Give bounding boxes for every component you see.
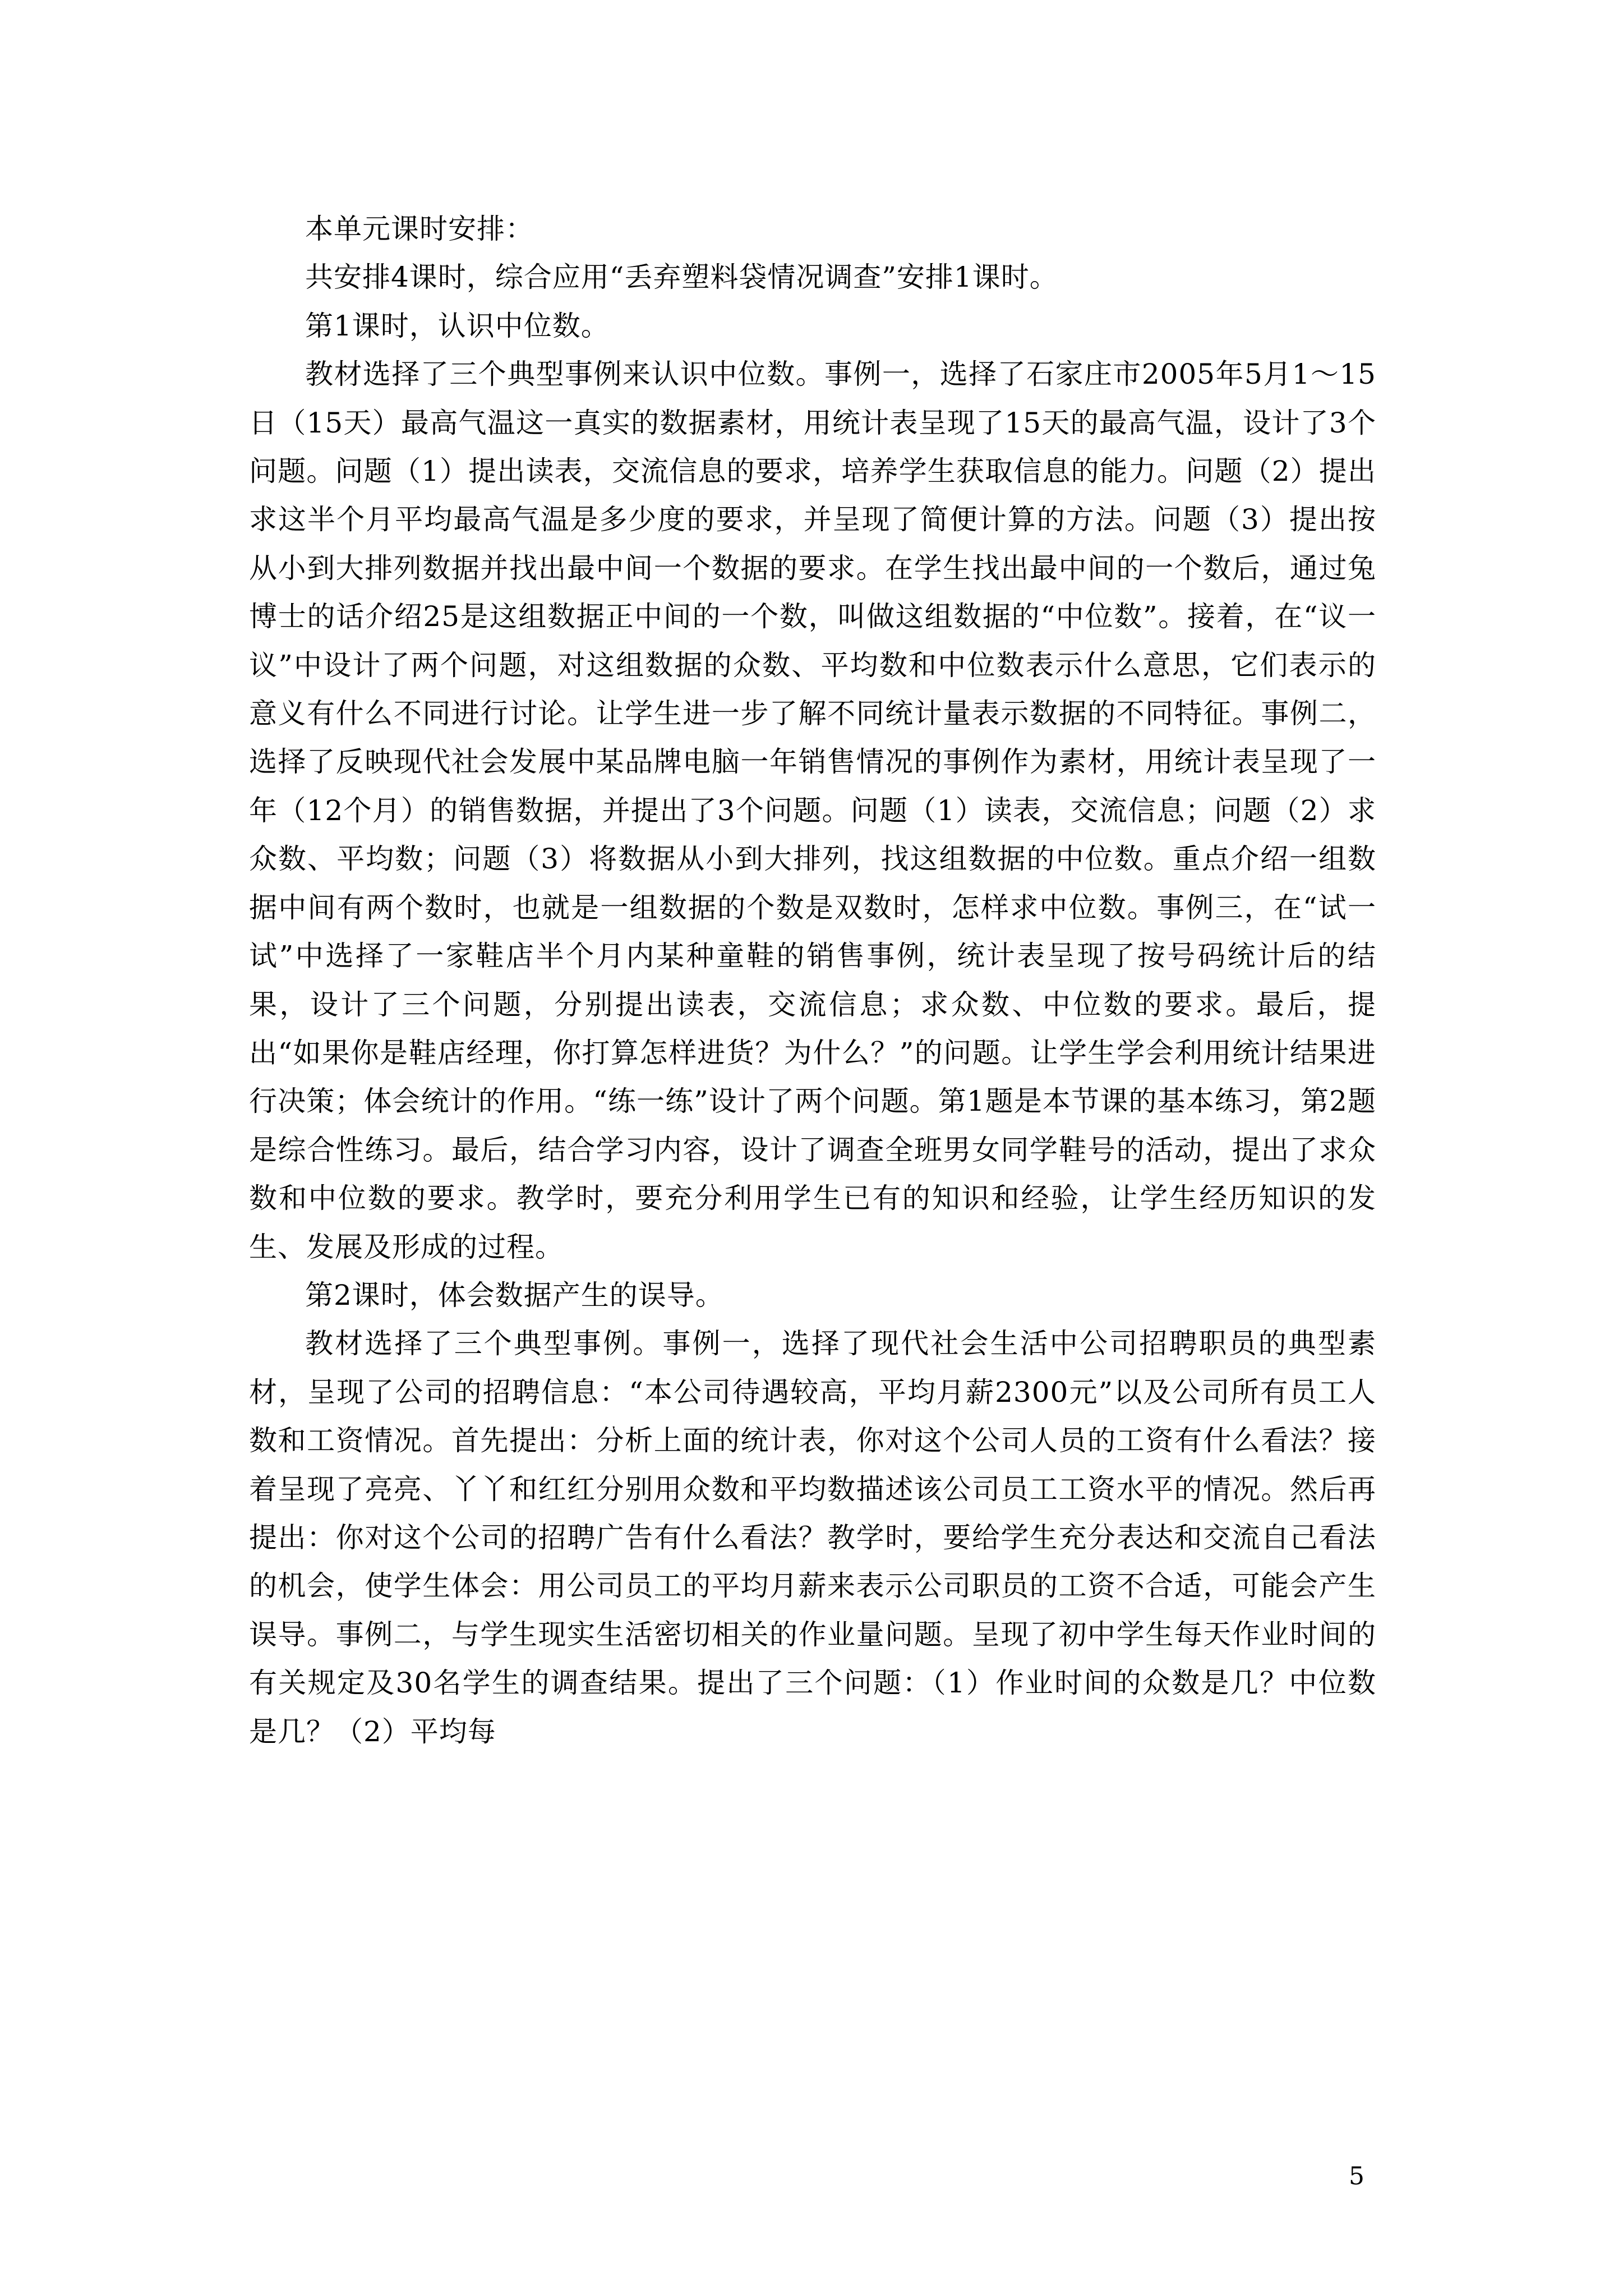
section-heading: 本单元课时安排： (305, 213, 534, 245)
lesson-1-heading: 第1课时，认识中位数。 (305, 309, 610, 342)
lesson-1-body: 教材选择了三个典型事例来认识中位数。事例一，选择了石家庄市2005年5月1～15日（15天）最高气温这一真实的数据素材，用统计表呈现了15天的最高气温，设计了3个问题。问题（1）提出读表，交流信息的要求，培养学生获取信息的能力。问题（2）提出求这半个月平均最高气温是多少度的要求，并呈现了简便计算的方法。问题（3）提出按从小到大排列数据并找出最中间一个数据的要求。在学生找出最中间的一个数后，通过兔博士的话介绍25是这组数据正中间的一个数，叫做这组数据的“中位数”。接着，在“议一议”中设计了两个问题，对这组数据的众数、平均数和中位数表示什么意思，它们表示的意义有什么不同进行讨论。让学生进一步了解不同统计量表示数据的不同特征。事例二，选择了反映现代社会发展中某品牌电脑一年销售情况的事例作为素材，用统计表呈现了一年（12个月）的销售数据，并提出了3个问题。问题（1）读表，交流信息；问题（2）求众数、平均数；问题（3）将数据从小到大排列，找这组数据的中位数。重点介绍一组数据中间有两个数时，也就是一组数据的个数是双数时，怎样求中位数。事例三，在“试一试”中选择了一家鞋店半个月内某种童鞋的销售事例，统计表呈现了按号码统计后的结果，设计了三个问题，分别提出读表，交流信息；求众数、中位数的要求。最后，提出“如果你是鞋店经理，你打算怎样进货？为什么？”的问题。让学生学会利用统计结果进行决策；体会统计的作用。“练一练”设计了两个问题。第1题是本节课的基本练习，第2题是综合性练习。最后，结合学习内容，设计了调查全班男女同学鞋号的活动，提出了求众数和中位数的要求。教学时，要充分利用学生已有的知识和经验，让学生经历知识的发生、发展及形成的过程。 (249, 358, 1376, 1263)
lesson-2-body: 教材选择了三个典型事例。事例一，选择了现代社会生活中公司招聘职员的典型素材，呈现了公司的招聘信息：“本公司待遇较高，平均月薪2300元”以及公司所有员工人数和工资情况。首先提出：分析上面的统计表，你对这个公司人员的工资有什么看法？接着呈现了亮亮、丫丫和红红分别用众数和平均数描述该公司员工工资水平的情况。然后再提出：你对这个公司的招聘广告有什么看法？教学时，要给学生充分表达和交流自己看法的机会，使学生体会：用公司员工的平均月薪来表示公司职员的工资不合适，可能会产生误导。事例二，与学生现实生活密切相关的作业量问题。呈现了初中学生每天作业时间的有关规定及30名学生的调查结果。提出了三个问题：（1）作业时间的众数是几？中位数是几？（2）平均每 (249, 1327, 1376, 1748)
schedule-paragraph: 共安排4课时，综合应用“丢弃塑料袋情况调查”安排1课时。 (305, 261, 1058, 294)
page-number: 5 (1349, 2162, 1364, 2191)
page-body (249, 205, 1376, 1756)
lesson-2-heading: 第2课时，体会数据产生的误导。 (305, 1278, 724, 1312)
